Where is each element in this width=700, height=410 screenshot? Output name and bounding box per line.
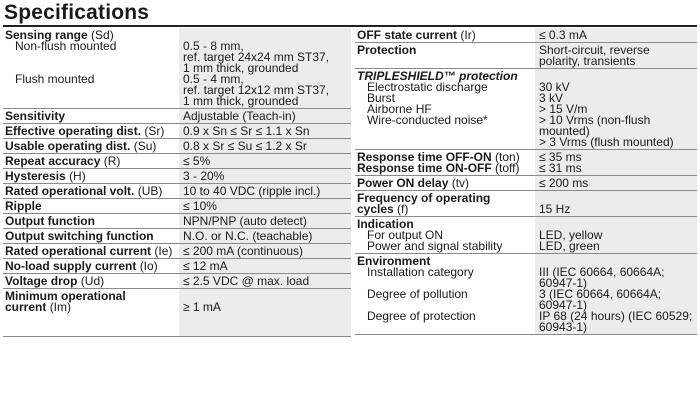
spec-label: No-load supply current [5, 259, 137, 273]
spec-label: Output function [5, 214, 95, 228]
spec-row [3, 229, 351, 244]
spec-row-power-on [355, 176, 697, 191]
spec-label: Ripple [5, 199, 42, 213]
spec-value: 10 to 40 VDC (ripple incl.) [179, 184, 351, 198]
spec-label: OFF state current [357, 28, 458, 42]
spec-label-cell [3, 289, 179, 336]
spec-row-frequency [355, 191, 697, 217]
spec-symbol: (R) [103, 154, 121, 168]
spec-sublabel: Airborne HF [367, 102, 432, 116]
spec-value: 60947-1) [539, 276, 588, 290]
spec-value-cell [179, 289, 351, 336]
spec-label: Environment [357, 254, 431, 268]
spec-symbol: (H) [69, 169, 86, 183]
spec-value: ≤ 2.5 VDC @ max. load [179, 274, 351, 288]
spec-value-cell [535, 69, 697, 149]
spec-row [3, 259, 351, 274]
spec-value: 3 kV [539, 91, 564, 105]
spec-value: ≤ 200 ms [535, 176, 697, 190]
spec-label: Output switching function [5, 229, 154, 243]
spec-value: 60947-1) [539, 298, 588, 312]
spec-label: current [5, 300, 47, 314]
spec-sublabel: Wire-conducted noise* [367, 113, 488, 127]
spec-value: ≤ 12 mA [179, 259, 351, 273]
spec-label: Usable operating dist. [5, 139, 131, 153]
spec-value: NPN/PNP (auto detect) [179, 214, 351, 228]
spec-value: 1 mm thick, grounded [183, 61, 299, 75]
spec-symbol: (Io) [139, 259, 158, 273]
spec-label: TRIPLESHIELD™ protection [357, 69, 518, 83]
spec-value: ≤ 35 ms [539, 150, 582, 164]
spec-row [3, 214, 351, 229]
spec-symbol: (UB) [137, 184, 163, 198]
spec-symbol: (Ie) [154, 244, 173, 258]
spec-row [3, 199, 351, 214]
spec-row-environment [355, 254, 697, 335]
title-divider [3, 25, 697, 27]
spec-label: Rated operational volt. [5, 184, 135, 198]
spec-sublabel: Electrostatic discharge [367, 80, 488, 94]
spec-row [3, 169, 351, 184]
spec-row-min-current [3, 289, 351, 337]
spec-label: Effective operating dist. [5, 124, 142, 138]
spec-value: 0.5 - 8 mm, [183, 39, 244, 53]
spec-symbol: (tv) [451, 176, 470, 190]
spec-value: ≥ 1 mA [183, 300, 221, 314]
spec-label: Sensitivity [5, 109, 66, 123]
spec-sublabel: Flush mounted [15, 72, 95, 86]
spec-sublabel: Burst [367, 91, 396, 105]
spec-row [3, 244, 351, 259]
spec-value: Short-circuit, reverse [539, 43, 650, 57]
spec-symbol: (Sr) [144, 124, 165, 138]
spec-value: 3 (IEC 60664, 60664A; [539, 287, 662, 301]
spec-row-sensing-range [3, 28, 351, 109]
spec-row [3, 154, 351, 169]
spec-value: 30 kV [539, 80, 570, 94]
spec-symbol: (Sd) [91, 28, 114, 42]
spec-value: ≤ 0.3 mA [535, 28, 697, 42]
spec-row [3, 184, 351, 199]
spec-label: Sensing range [5, 28, 88, 42]
spec-value: ≤ 5% [179, 154, 351, 168]
spec-label: Frequency of operating [357, 191, 491, 205]
spec-value: 0.8 x Sr ≤ Su ≤ 1.2 x Sr [179, 139, 351, 153]
spec-label: cycles [357, 202, 394, 216]
specs-left-column [3, 28, 351, 337]
spec-value: LED, green [539, 239, 600, 253]
spec-value: III (IEC 60664, 60664A; [539, 265, 665, 279]
spec-value: ≤ 31 ms [539, 161, 582, 175]
spec-value: > 3 Vrms (flush mounted) [539, 135, 674, 149]
spec-value: 60943-1) [539, 320, 588, 334]
spec-sublabel: Degree of protection [367, 309, 476, 323]
spec-label: Hysteresis [5, 169, 66, 183]
spec-row [3, 139, 351, 154]
spec-label: Response time OFF-ON [357, 150, 492, 164]
spec-value: N.O. or N.C. (teachable) [179, 229, 351, 243]
spec-row [3, 109, 351, 124]
spec-value: ref. target 12x12 mm ST37, [183, 83, 330, 97]
spec-row-off-state [355, 28, 697, 43]
spec-value: 1 mm thick, grounded [183, 94, 299, 108]
spec-label: Repeat accuracy [5, 154, 101, 168]
specs-right-column [355, 28, 697, 335]
spec-value: Adjustable (Teach-in) [179, 109, 351, 123]
spec-label: Indication [357, 217, 414, 231]
spec-row [3, 274, 351, 289]
spec-symbol: (Ud) [80, 274, 105, 288]
spec-value: LED, yellow [539, 228, 603, 242]
spec-label: Protection [357, 43, 417, 57]
spec-sublabel: Degree of pollution [367, 287, 468, 301]
spec-label-cell [355, 69, 535, 149]
spec-symbol: (Su) [133, 139, 157, 153]
spec-value: 3 - 20% [179, 169, 351, 183]
spec-value: ref. target 24x24 mm ST37, [183, 50, 330, 64]
spec-label: Power ON delay [357, 176, 449, 190]
spec-sublabel: Non-flush mounted [15, 39, 117, 53]
spec-symbol: (toff) [495, 161, 520, 175]
spec-sublabel: Installation category [367, 265, 474, 279]
spec-symbol: (Ir) [460, 28, 476, 42]
spec-symbol: (Im) [49, 300, 72, 314]
page-title: Specifications [4, 1, 150, 24]
spec-value: ≤ 200 mA (continuous) [179, 244, 351, 258]
spec-row [3, 124, 351, 139]
spec-value: > 15 V/m [539, 102, 588, 116]
spec-sublabel: Power and signal stability [367, 239, 503, 253]
spec-row-response [355, 150, 697, 176]
spec-row-indication [355, 217, 697, 254]
spec-value: 15 Hz [539, 202, 571, 216]
spec-label: Minimum operational [5, 289, 126, 303]
spec-value: 0.9 x Sn ≤ Sr ≤ 1.1 x Sn [179, 124, 351, 138]
spec-label: Rated operational current [5, 244, 152, 258]
spec-value: ≤ 10% [179, 199, 351, 213]
spec-row-tripleshield [355, 69, 697, 150]
spec-label: Voltage drop [5, 274, 78, 288]
spec-value: > 10 Vrms (non-flush mounted) [539, 113, 651, 138]
spec-symbol: (ton) [495, 150, 520, 164]
spec-value: polarity, transients [539, 54, 636, 68]
spec-symbol: (f) [397, 202, 409, 216]
spec-value: IP 68 (24 hours) (IEC 60529; [539, 309, 693, 323]
spec-value-cell [179, 28, 351, 108]
spec-value: 0.5 - 4 mm, [183, 72, 244, 86]
spec-sublabel: For output ON [367, 228, 444, 242]
spec-label: Response time ON-OFF [357, 161, 492, 175]
spec-label-cell [3, 28, 179, 108]
spec-row-protection [355, 43, 697, 69]
